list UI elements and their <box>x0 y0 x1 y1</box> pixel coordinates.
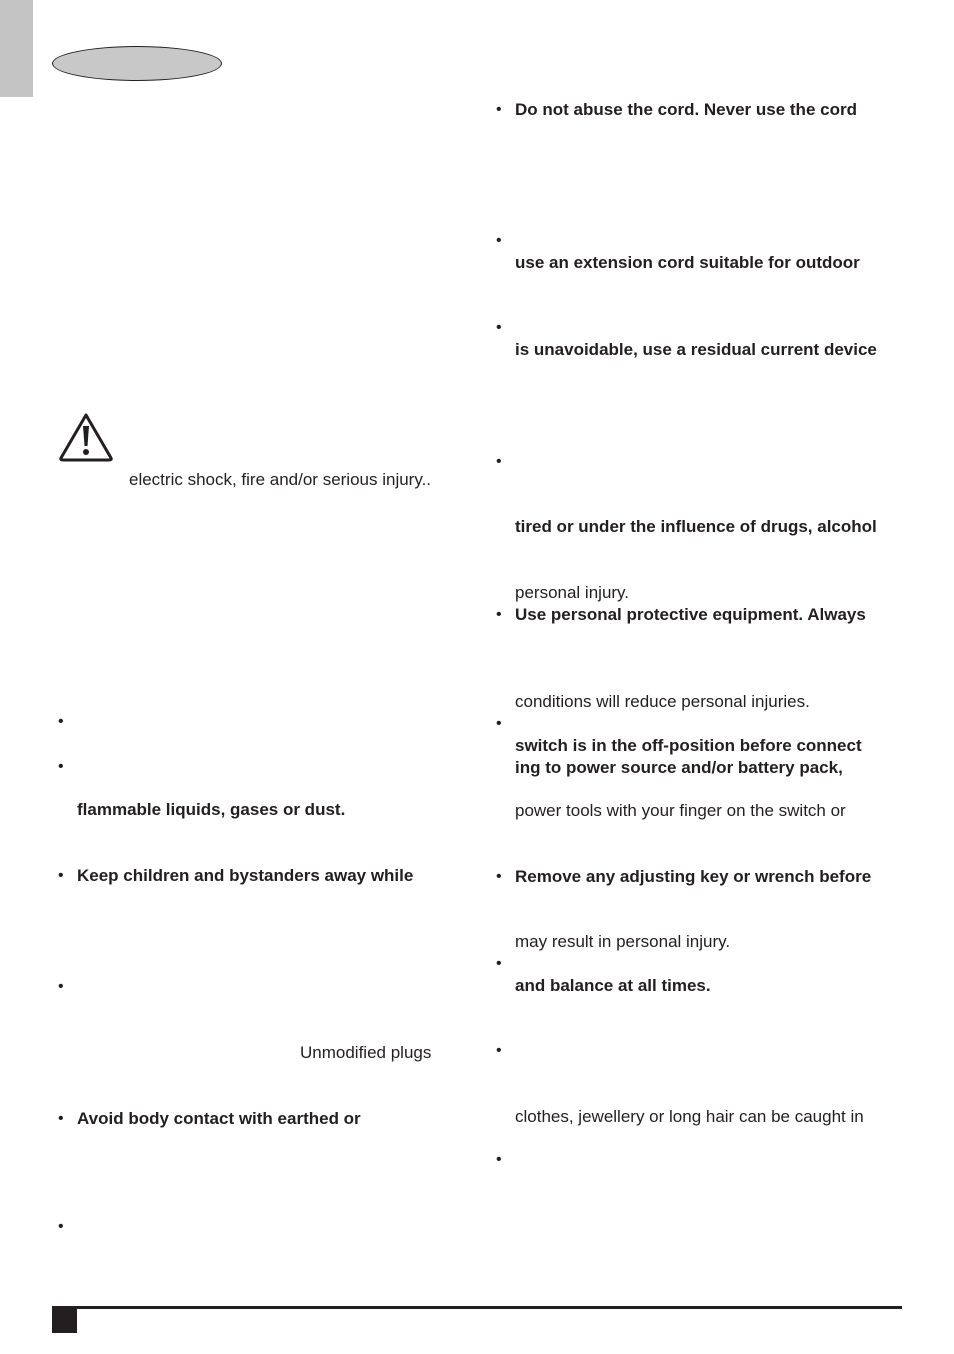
bullet: • <box>58 1218 64 1235</box>
earthed-heading: Avoid body contact with earthed or <box>77 1109 361 1128</box>
ppe-tail-text: conditions will reduce personal injuries. <box>515 692 810 711</box>
bullet: • <box>496 955 502 972</box>
cord-heading: Do not abuse the cord. Never use the cord <box>515 100 857 119</box>
children-heading: Keep children and bystanders away while <box>77 866 414 885</box>
warning-text: electric shock, fire and/or serious injury.. <box>129 470 432 489</box>
bullet: • <box>496 1042 502 1059</box>
bullet: • <box>58 758 64 775</box>
personal-injury-text: personal injury. <box>515 583 630 602</box>
bullet: • <box>496 453 502 470</box>
switch-line-2: ing to power source and/or battery pack, <box>515 758 843 777</box>
bullet: • <box>58 713 64 730</box>
bullet: • <box>496 1151 502 1168</box>
switch-line-1: switch is in the off-position before connect <box>515 736 862 755</box>
language-side-tab <box>0 0 33 97</box>
unmodified-plugs-text: Unmodified plugs <box>300 1043 432 1062</box>
key-tail-text: may result in personal injury. <box>515 932 731 951</box>
bullet: • <box>496 606 502 623</box>
bullet: • <box>58 867 64 884</box>
bullet: • <box>496 101 502 118</box>
page-number-box <box>52 1309 77 1333</box>
language-label-oval <box>52 46 222 81</box>
bullet: • <box>58 978 64 995</box>
warning-triangle-icon <box>58 412 114 462</box>
bullet: • <box>496 868 502 885</box>
ppe-heading: Use personal protective equipment. Always <box>515 605 866 624</box>
extension-cord-text: use an extension cord suitable for outdoor <box>515 253 860 272</box>
finger-switch-text: power tools with your finger on the switch or <box>515 801 846 820</box>
rcd-text: is unavoidable, use a residual current device <box>515 340 877 359</box>
bullet: • <box>496 319 502 336</box>
bullet: • <box>496 232 502 249</box>
bullet: • <box>496 715 502 732</box>
bullet: • <box>58 1110 64 1127</box>
tired-text: tired or under the influence of drugs, alcohol <box>515 517 877 536</box>
clothes-text: clothes, jewellery or long hair can be caught in <box>515 1107 864 1126</box>
footer-rule <box>52 1306 902 1309</box>
key-heading: Remove any adjusting key or wrench before <box>515 867 872 886</box>
flammable-text: flammable liquids, gases or dust. <box>77 800 346 819</box>
balance-text: and balance at all times. <box>515 976 711 995</box>
